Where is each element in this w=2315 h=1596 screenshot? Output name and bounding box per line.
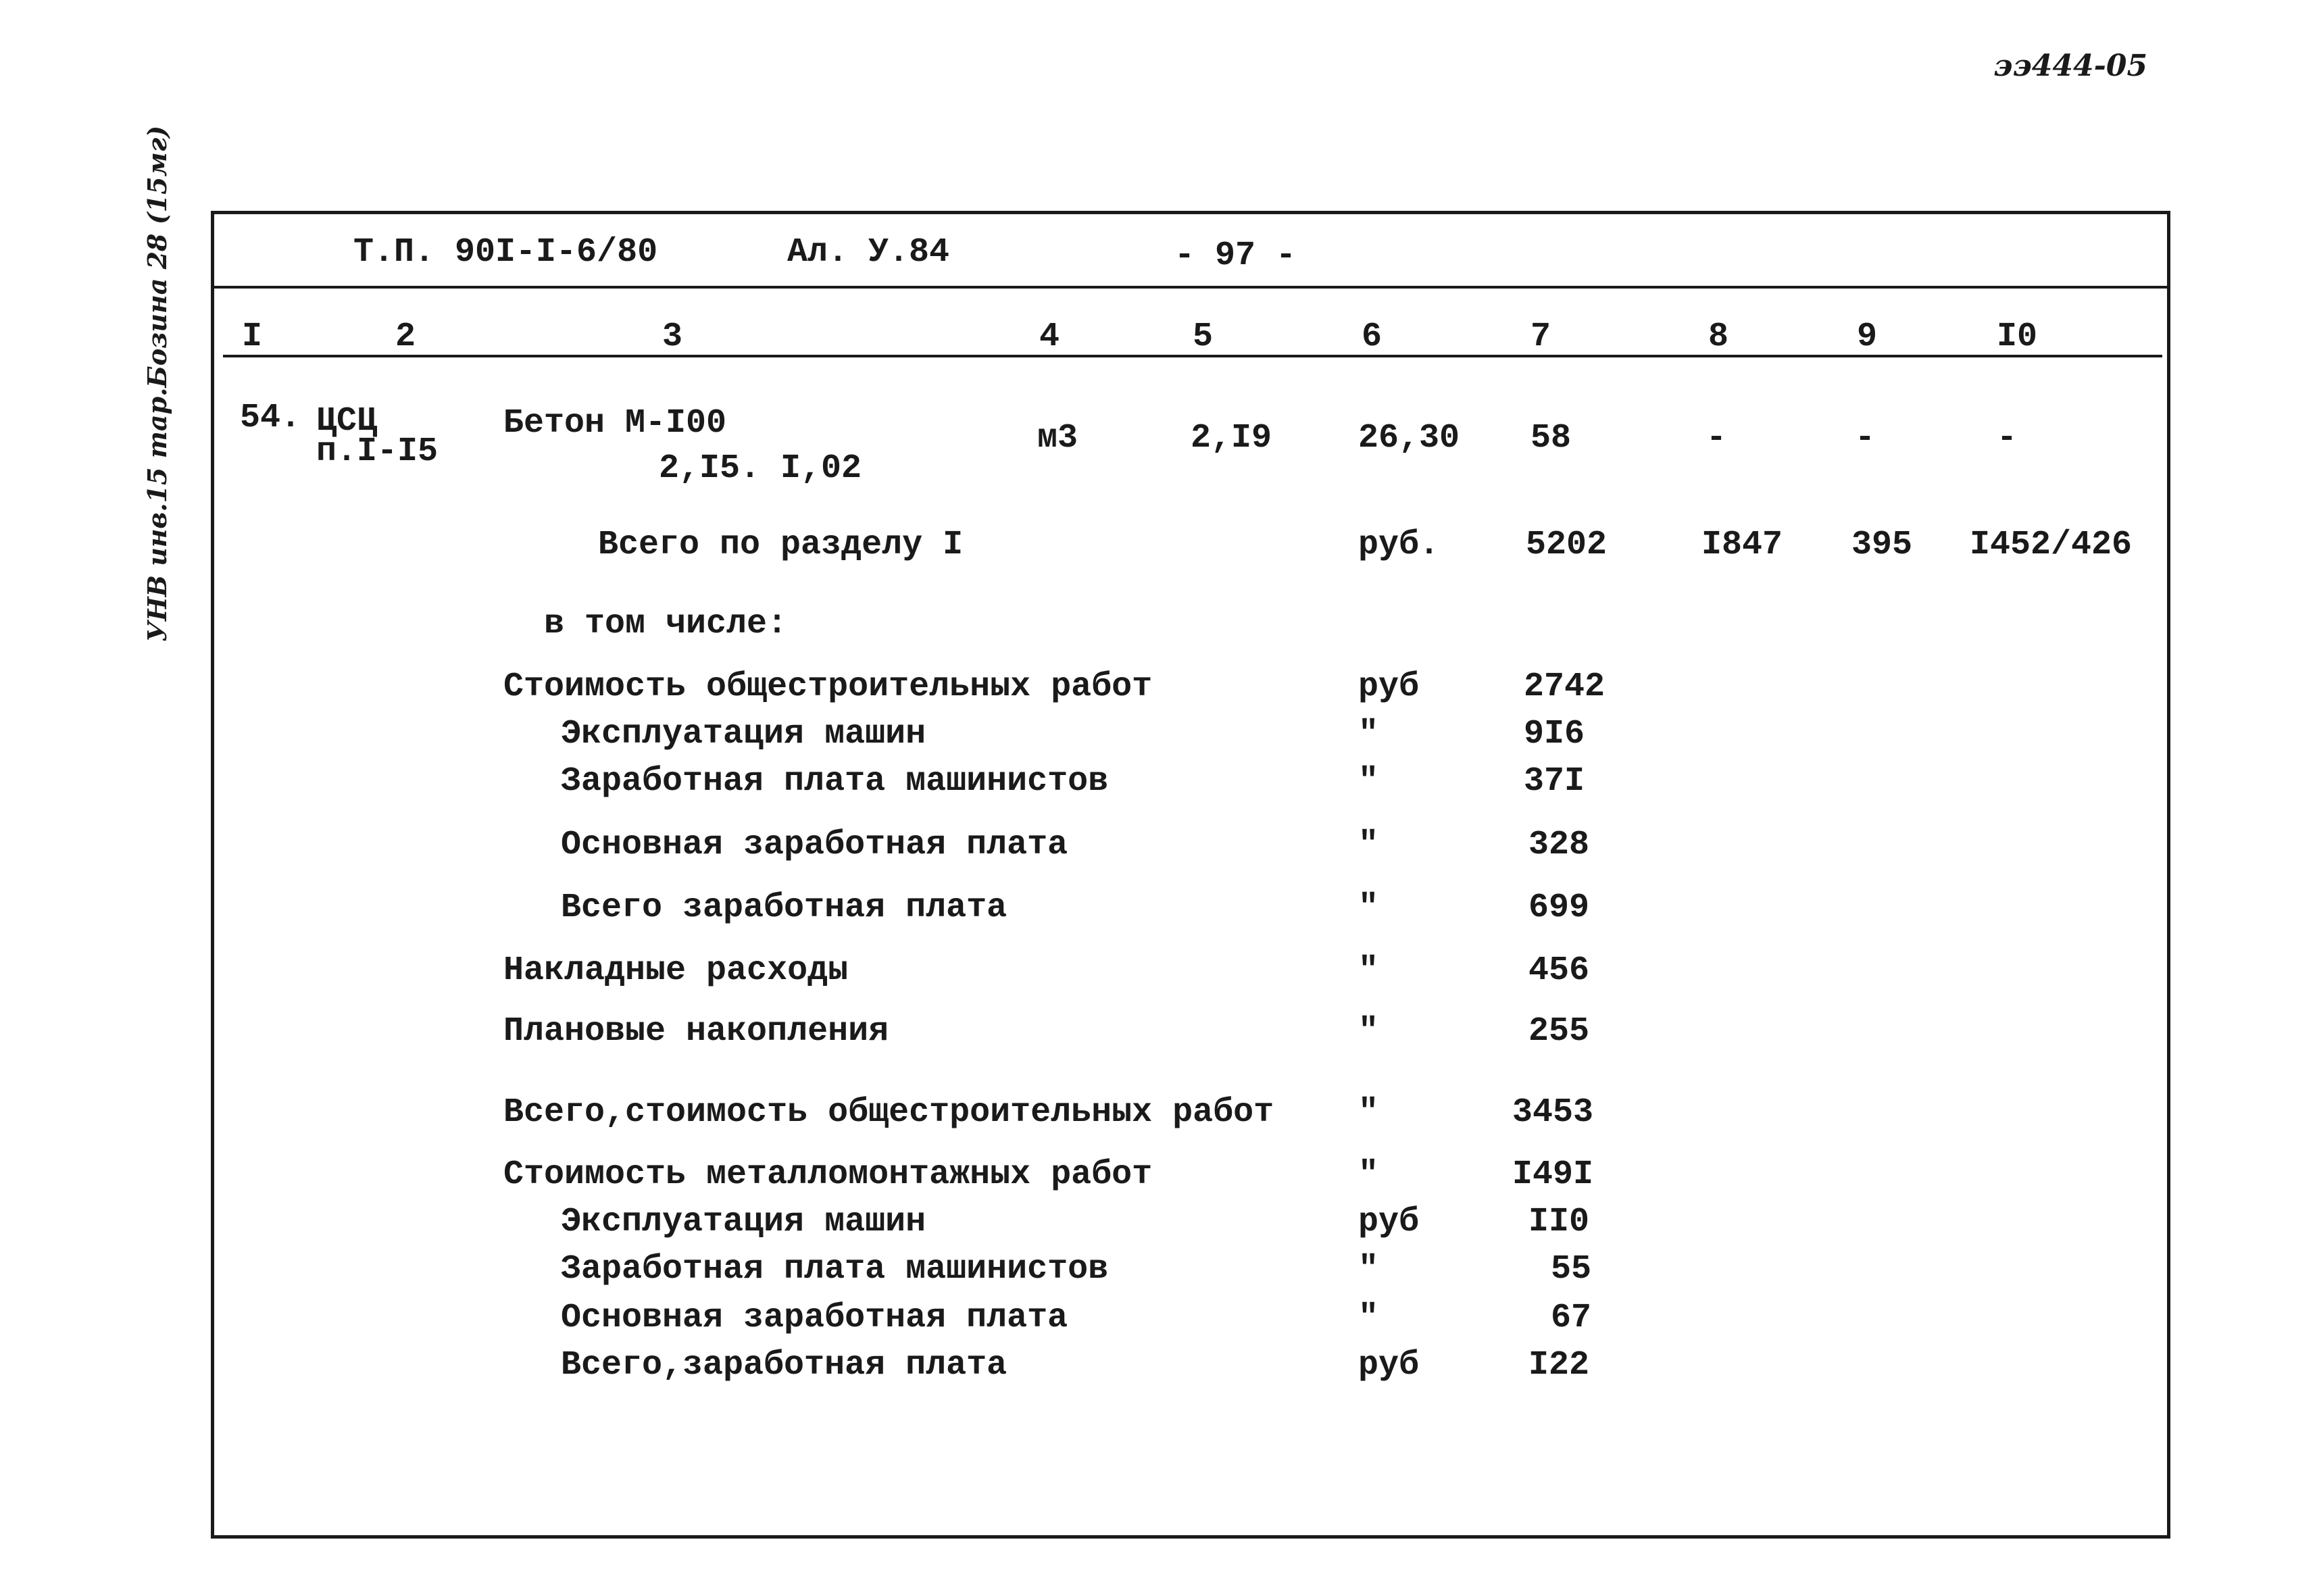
item-quantity: 2,I9 xyxy=(1191,419,1272,457)
side-margin-note: УНВ инв.15 тар.Бозина 28 (15мг) xyxy=(142,125,172,642)
item-code-line1: ЦСЦ xyxy=(316,402,378,441)
row-unit: " xyxy=(1358,715,1379,753)
page-number: - 97 - xyxy=(1174,236,1297,275)
col-num-1: I xyxy=(242,318,263,356)
row-value: 3453 xyxy=(1512,1093,1594,1132)
row-unit: " xyxy=(1358,1093,1379,1132)
row-label: Стоимость металломонтажных работ xyxy=(503,1155,1153,1194)
item-col9: - xyxy=(1855,419,1876,457)
row-unit: " xyxy=(1358,762,1379,801)
row-value: 37I xyxy=(1524,762,1585,801)
row-value: 2742 xyxy=(1524,668,1605,706)
row-label: Эксплуатация машин xyxy=(561,715,926,753)
section-total-col9: 395 xyxy=(1851,526,1913,564)
item-unit: м3 xyxy=(1037,419,1078,457)
section-total-col8: I847 xyxy=(1701,526,1783,564)
section-total-unit: руб. xyxy=(1358,526,1440,564)
item-name-line2: 2,I5. I,02 xyxy=(659,449,862,488)
row-value: 255 xyxy=(1528,1012,1590,1051)
col-num-6: 6 xyxy=(1362,318,1383,356)
row-value: II0 xyxy=(1528,1203,1590,1241)
row-label: Эксплуатация машин xyxy=(561,1203,926,1241)
item-name-line1: Бетон М-I00 xyxy=(503,404,727,443)
col-num-4: 4 xyxy=(1039,318,1060,356)
section-total-col7: 5202 xyxy=(1526,526,1608,564)
row-unit: руб xyxy=(1358,1203,1420,1241)
row-unit: " xyxy=(1358,951,1379,990)
row-label: Основная заработная плата xyxy=(561,826,1068,864)
item-col8: - xyxy=(1706,419,1727,457)
row-unit: руб xyxy=(1358,1346,1420,1385)
col-num-2: 2 xyxy=(395,318,416,356)
row-unit: руб xyxy=(1358,668,1420,706)
row-label: Всего,заработная плата xyxy=(561,1346,1007,1385)
row-unit: " xyxy=(1358,889,1379,927)
section-total-label: Всего по разделу I xyxy=(598,526,964,564)
item-unit-price: 26,30 xyxy=(1358,419,1460,457)
header-divider xyxy=(211,286,2170,289)
row-value: 55 xyxy=(1551,1250,1592,1289)
row-label: Стоимость общестроительных работ xyxy=(503,668,1153,706)
row-label: Заработная плата машинистов xyxy=(561,762,1109,801)
row-value: 456 xyxy=(1528,951,1590,990)
row-label: Основная заработная плата xyxy=(561,1299,1068,1337)
row-unit: " xyxy=(1358,826,1379,864)
section-total-col10: I452/426 xyxy=(1970,526,2133,564)
row-value: I49I xyxy=(1512,1155,1594,1194)
row-unit: " xyxy=(1358,1012,1379,1051)
row-value: 67 xyxy=(1551,1299,1592,1337)
col-num-10: I0 xyxy=(1997,318,2038,356)
row-value: 328 xyxy=(1528,826,1590,864)
col-num-9: 9 xyxy=(1857,318,1878,356)
album-number: Ал. У.84 xyxy=(787,233,950,272)
col-num-7: 7 xyxy=(1530,318,1551,356)
col-num-8: 8 xyxy=(1708,318,1729,356)
corner-stamp: ээ444-05 xyxy=(1993,49,2148,83)
row-unit: " xyxy=(1358,1299,1379,1337)
row-label: Заработная плата машинистов xyxy=(561,1250,1109,1289)
row-label: Всего заработная плата xyxy=(561,889,1007,927)
col-num-3: 3 xyxy=(662,318,683,356)
row-label: Накладные расходы xyxy=(503,951,849,990)
item-total: 58 xyxy=(1530,419,1572,457)
item-col10: - xyxy=(1997,419,2018,457)
row-value: I22 xyxy=(1528,1346,1590,1385)
row-value: 699 xyxy=(1528,889,1590,927)
item-code-line2: п.I-I5 xyxy=(316,432,439,471)
row-label: Всего,стоимость общестроительных работ xyxy=(503,1093,1274,1132)
row-unit: " xyxy=(1358,1155,1379,1194)
including-label: в том числе: xyxy=(544,605,788,643)
item-number: 54. xyxy=(240,399,301,437)
row-label: Плановые накопления xyxy=(503,1012,889,1051)
row-value: 9I6 xyxy=(1524,715,1585,753)
doc-code: Т.П. 90I-I-6/80 xyxy=(353,233,658,272)
row-unit: " xyxy=(1358,1250,1379,1289)
col-num-5: 5 xyxy=(1193,318,1214,356)
